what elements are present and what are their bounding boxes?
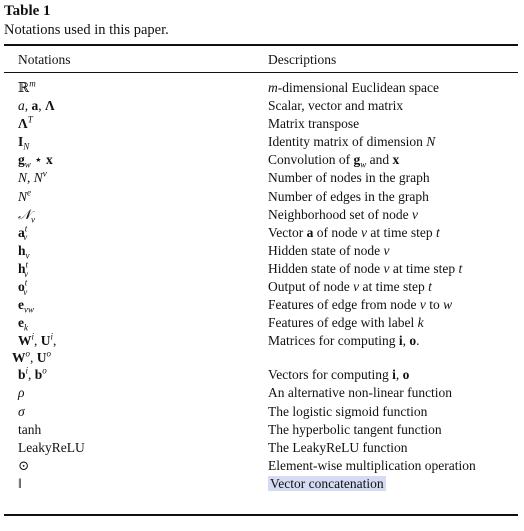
notation-cell: ⊙ [18,457,30,473]
description-cell: Features of edge from node v to w [268,297,453,313]
description-cell: Scalar, vector and matrix [268,98,404,114]
notation-cell: $h^t_v$ [18,259,29,279]
table-row [0,188,524,206]
description-cell: The logistic sigmoid function [268,403,428,419]
description-cell: Matrix transpose [268,116,360,132]
table-row [0,332,524,366]
table-row [0,224,524,242]
table-row [0,242,524,260]
notation-cell: $g_w$ ⋆ x [18,152,53,171]
notation-cell: ℝ$^m$ [18,78,36,95]
notation-cell: σ [18,403,25,419]
description-cell: Element-wise multiplication operation [268,457,476,473]
description-cell: An alternative non-linear function [268,385,453,401]
notation-cell: ‖ [18,475,22,491]
description-cell: m-dimensional Euclidean space [268,80,439,95]
description-cell [268,475,386,493]
notation-cell: $\Lambda^T$ [18,114,33,132]
table-row [0,439,524,457]
notation-cell: a, a, Λ [18,98,55,114]
description-cell: Output of node v at time step t [268,279,432,295]
description-cell: Features of edge with label k [268,315,424,331]
table-row [0,421,524,439]
table-row [0,151,524,169]
table-row [0,384,524,402]
description-cell: Vector a of node v at time step t [268,224,440,240]
description-cell: Convolution of $g_w$ and x [268,152,400,171]
description-cell: Neighborhood set of node v [268,206,418,222]
table-row [0,79,524,97]
notation-cell: 𝒩$_v$ [18,206,35,225]
notation-cell: $e_k$ [18,315,28,333]
notation-cell: tanh [18,421,42,437]
table-row [0,115,524,133]
header-descriptions: Descriptions [268,52,337,67]
description-cell: Vectors for computing i, o [268,367,410,383]
table-title: Table 1 [4,3,51,19]
notation-cell: $b^i$, $b^o$ [18,365,47,383]
table-row [0,475,524,493]
table-row [0,169,524,187]
description-cell: Number of nodes in the graph [268,170,430,186]
table-body [0,79,524,493]
description-cell: Number of edges in the graph [268,188,429,204]
description-cell: Identity matrix of dimension N [268,134,436,150]
notation-cell: $h_v$ [18,242,30,261]
table-row [0,133,524,151]
description-cell: The LeakyReLU function [268,439,408,455]
description-cell: Matrices for computing i, o. [268,333,420,349]
notation-cell: $e_{vw}$ [18,297,34,315]
description-cell: The hyperbolic tangent function [268,421,442,437]
notation-cell: $N^e$ [18,187,32,204]
description-cell: Hidden state of node v [268,242,390,258]
notation-cell: ρ [18,385,25,401]
highlighted-text: Vector concatenation [270,475,384,491]
table-row [0,97,524,115]
table-row [0,296,524,314]
notation-cell: $I_N$ [18,134,30,152]
description-cell: Hidden state of node v at time step t [268,260,463,276]
table-row [0,260,524,278]
bottom-rule [4,514,518,516]
table-row [0,278,524,296]
notation-cell: LeakyReLU [18,439,85,455]
table-row [0,457,524,475]
top-rule [4,44,518,46]
header-rule [4,72,518,73]
table-row [0,314,524,332]
table-caption: Notations used in this paper. [4,22,169,38]
notation-cell: N, $N^v$ [18,168,47,186]
header-notations: Notations [18,52,71,67]
notation-cell: $o^t_v$ [18,277,28,297]
notation-cell: $W^i$, $U^i$, $W^o$, $U^o$ [12,331,57,366]
notation-cell: $a^t_v$ [18,223,28,243]
table-row [0,403,524,421]
table-row [0,206,524,224]
table-row [0,366,524,384]
